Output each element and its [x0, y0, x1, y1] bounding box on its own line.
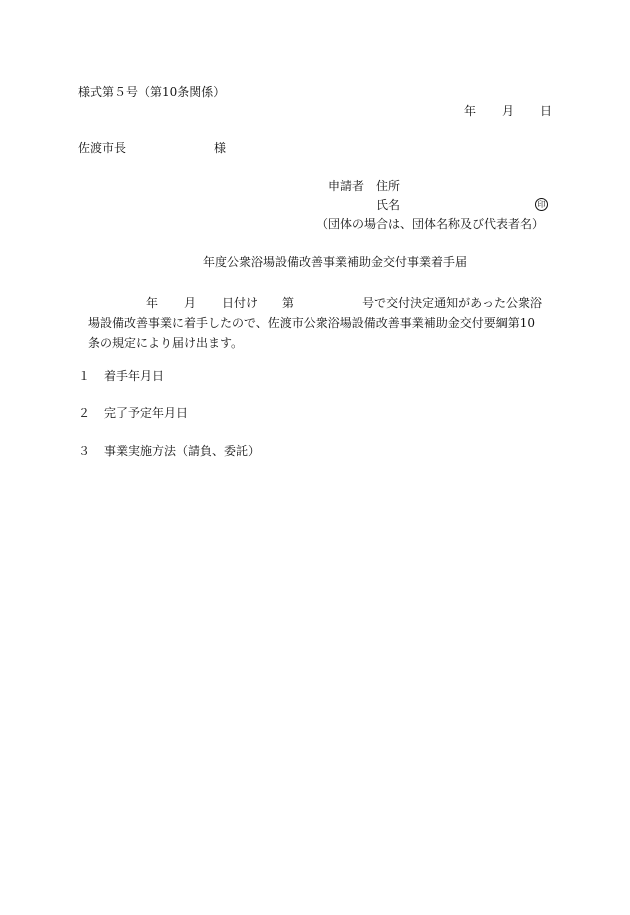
item-1	[78, 370, 164, 382]
date-day-label: 日	[540, 104, 553, 118]
seal-mark: 印	[535, 198, 548, 211]
date-month-label: 月	[502, 104, 515, 118]
addressee-honorific: 様	[214, 141, 227, 155]
date-year-label: 年	[464, 104, 477, 118]
item-1-number: １	[78, 369, 91, 383]
group-note: （団体の場合は、団体名称及び代表者名）	[316, 217, 545, 231]
body-year: 年	[146, 296, 159, 310]
addressee-name: 佐渡市長	[78, 141, 127, 155]
body-line-2: 場設備改善事業に着手したので、佐渡市公衆浴場設備改善事業補助金交付要綱第10	[88, 316, 536, 330]
item-2-label: 完了予定年月日	[104, 406, 189, 420]
document-title: 年度公衆浴場設備改善事業補助金交付事業着手届	[203, 255, 468, 269]
item-2	[78, 407, 188, 419]
body-dated: 日付け	[222, 296, 259, 310]
body-month: 月	[184, 296, 197, 310]
item-2-number: ２	[78, 406, 91, 420]
form-number: 様式第５号（第10条関係）	[78, 85, 226, 99]
body-paragraph	[78, 293, 552, 353]
item-1-label: 着手年月日	[104, 369, 165, 383]
body-dai: 第	[282, 296, 295, 310]
applicant-role: 申請者	[328, 179, 365, 193]
item-3-label: 事業実施方法（請負、委託）	[104, 444, 261, 458]
name-label: 氏名	[376, 198, 401, 212]
body-line-1	[78, 293, 552, 313]
item-3-number: ３	[78, 444, 91, 458]
body-line-3: 条の規定により届け出ます。	[88, 336, 244, 350]
item-3	[78, 445, 260, 457]
body-line-1-tail: 号で交付決定通知があった公衆浴	[362, 296, 542, 310]
address-label: 住所	[376, 179, 401, 193]
